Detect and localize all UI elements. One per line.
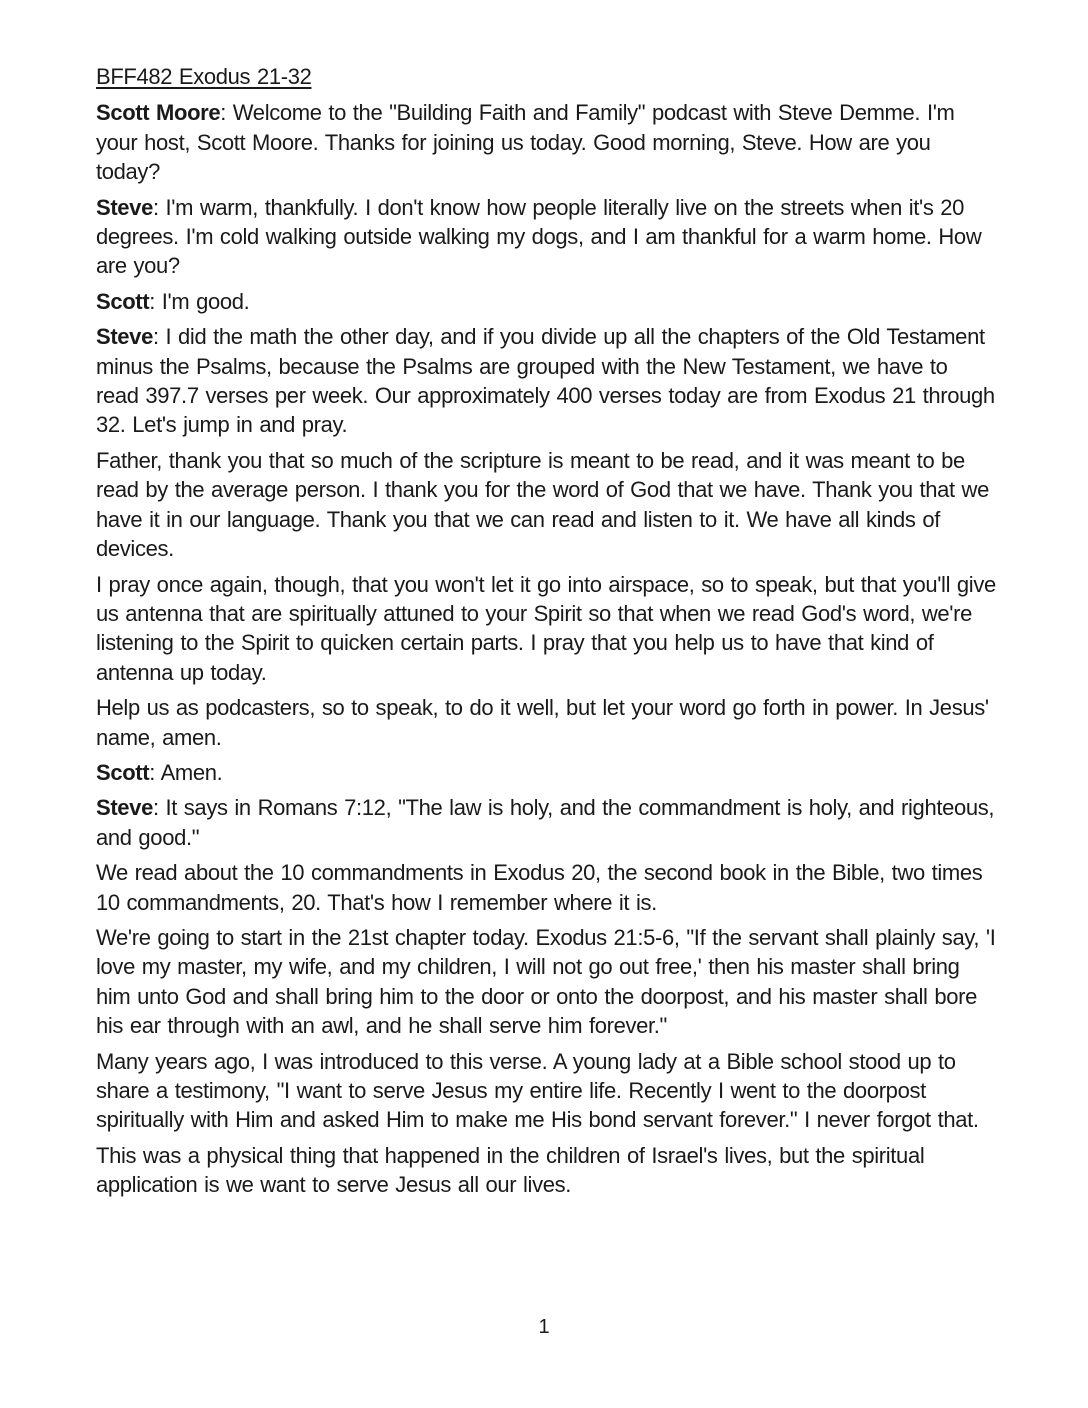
- paragraph-text: : It says in Romans 7:12, "The law is holy, and the commandment is holy, and righteous, and good.": [96, 795, 995, 850]
- paragraph-text: This was a physical thing that happened in the children of Israel's lives, but the spiritual application is we want to serve Jesus all our lives.: [96, 1142, 925, 1198]
- speaker-name: Scott: [96, 759, 150, 785]
- transcript-paragraph: [96, 446, 996, 564]
- transcript-paragraph: [96, 193, 996, 281]
- paragraph-text: Help us as podcasters, so to speak, to do it well, but let your word go forth in power. In Jesus' name, amen.: [96, 695, 989, 750]
- transcript-paragraph: [96, 98, 996, 186]
- paragraph-text: : I did the math the other day, and if you divide up all the chapters of the Old Testament minus the Psalms, because the Psalms are grouped with the New Testament, we have to read 397.7 verses per week. Our approximately 400 verses today are from Exodus 21 through 32. Let's jump in and pray.: [96, 324, 995, 438]
- paragraph-text: We're going to start in the 21st chapter today. Exodus 21:5-6, "If the servant shall plainly say, 'I love my master, my wife, and my children, I will not go out free,' then his master shall bring him unto God and shall bring him to the door or onto the doorpost, and his master shall bore his ear through with an awl, and he shall serve him forever.": [96, 924, 996, 1039]
- transcript-paragraph: [96, 322, 996, 440]
- transcript-paragraph: [96, 287, 996, 316]
- transcript-paragraph: [96, 923, 996, 1041]
- document-title: BFF482 Exodus 21-32: [96, 64, 312, 89]
- transcript-paragraph: [96, 858, 996, 917]
- transcript-paragraph: [96, 758, 996, 787]
- paragraph-text: We read about the 10 commandments in Exodus 20, the second book in the Bible, two times 10 commandments, 20. That's how I remember where it is.: [96, 860, 983, 915]
- paragraph-text: : Amen.: [149, 759, 223, 785]
- paragraph-text: : I'm good.: [149, 288, 250, 314]
- paragraph-text: Father, thank you that so much of the scripture is meant to be read, and it was meant to be read by the average person. I thank you for the word of God that we have. Thank you that we have it in our language. Thank you that we can read and listen to it. We have all kinds of devices.: [96, 447, 989, 562]
- transcript-paragraph: [96, 570, 996, 688]
- speaker-name: Steve: [96, 795, 153, 821]
- transcript-paragraph: [96, 1141, 996, 1200]
- paragraph-text: : Welcome to the "Building Faith and Family" podcast with Steve Demme. I'm your host, Scott Moore. Thanks for joining us today. Good morning, Steve. How are you today?: [96, 100, 955, 185]
- speaker-name: Steve: [96, 324, 153, 350]
- transcript-paragraph: [96, 693, 996, 752]
- paragraph-text: Many years ago, I was introduced to this verse. A young lady at a Bible school stood up to share a testimony, "I want to serve Jesus my entire life. Recently I went to the doorpost spiritually with Him and asked Him to make me His bond servant forever." I never forgot that.: [96, 1048, 979, 1133]
- document-content: [96, 62, 996, 1206]
- transcript-paragraph: [96, 793, 996, 852]
- paragraph-text: I pray once again, though, that you won't let it go into airspace, so to speak, but that you'll give us antenna that are spiritually attuned to your Spirit so that when we read God's word, we're listening to the Spirit to quicken certain parts. I pray that you help us to have that kind of antenna up today.: [96, 571, 996, 685]
- speaker-name: Scott Moore: [96, 100, 221, 126]
- speaker-name: Steve: [96, 194, 153, 220]
- page-number: 1: [538, 1316, 550, 1338]
- speaker-name: Scott: [96, 288, 150, 314]
- paragraph-text: : I'm warm, thankfully. I don't know how people literally live on the streets when it's 20 degrees. I'm cold walking outside walking my dogs, and I am thankful for a warm home. How are you?: [96, 194, 982, 279]
- transcript-paragraph: [96, 1047, 996, 1135]
